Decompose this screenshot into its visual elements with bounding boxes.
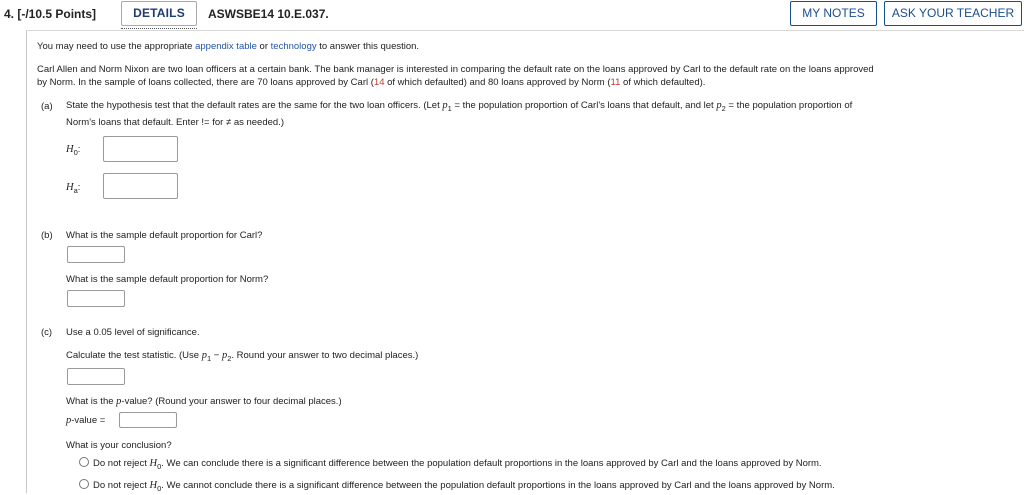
conclusion-option-2-radio[interactable] [79,479,89,489]
points-label: [-/10.5 Points] [17,7,97,21]
problem-line-1: Carl Allen and Norm Nixon are two loan officers at a certain bank. The bank manager is interested in comparing the default rate on the loans approved by Carl to the default rate on the loans approved [37,64,874,75]
question-top-border [26,30,1024,31]
question-number: 4. [-/10.5 Points] [4,7,97,21]
technology-link[interactable]: technology [270,41,317,52]
conclusion-option-1-radio[interactable] [79,457,89,467]
conclusion-option-2-text[interactable]: Do not reject $H_0$. We cannot conclude there is a significant difference between the population default proportions in the loans approved by Carl and the loans approved by Norm. [93,480,835,493]
pvalue-input[interactable] [119,412,177,428]
question-header [0,0,1024,30]
part-a-label: (a) [41,101,53,112]
part-a-prompt-line-1: State the hypothesis test that the default rates are the same for the two loan officers. (Let $p_1$ = the population proportion of Carl's loans that default, and let $p_2$ = the population proportion of [66,100,853,113]
pvalue-question: What is the p-value? (Round your answer to four decimal places.) [66,396,342,407]
carl-proportion-input[interactable] [67,246,125,263]
conclusion-question: What is your conclusion? [66,440,172,451]
norm-defaults-value: 11 [610,77,621,88]
test-statistic-input[interactable] [67,368,125,385]
significance-text: Use a 0.05 level of significance. [66,327,200,338]
part-a-prompt-line-2: Norm's loans that default. Enter != for ≠ as needed.) [66,117,284,128]
ha-input[interactable] [103,173,178,199]
ha-label: $H_a$: [66,182,81,195]
question-left-border [26,30,27,493]
carl-defaults-value: 14 [373,77,385,88]
part-b-label: (b) [41,230,53,241]
h0-label: $H_0$: [66,144,81,157]
intro-text: You may need to use the appropriate appendix table or technology to answer this question. [37,41,420,52]
h0-input[interactable] [103,136,178,162]
part-c-label: (c) [41,327,53,338]
test-statistic-question: Calculate the test statistic. (Use $p_1 - p_2$. Round your answer to two decimal places.) [66,350,419,363]
problem-line-2: by Norm. In the sample of loans collected, there are 70 loans approved by Carl (14 of which defaulted) and 80 loans approved by Norm (11 of which defaulted). [37,77,706,88]
ask-teacher-button[interactable]: ASK YOUR TEACHER [884,1,1022,26]
norm-proportion-question: What is the sample default proportion for Norm? [66,274,269,285]
my-notes-button[interactable]: MY NOTES [790,1,877,26]
pvalue-label: p-value = [66,415,106,426]
conclusion-option-1-text[interactable]: Do not reject $H_0$. We can conclude there is a significant difference between the population default proportions in the loans approved by Carl and the loans approved by Norm. [93,458,822,471]
question-code: ASWSBE14 10.E.037. [208,7,329,21]
appendix-table-link[interactable]: appendix table [195,41,257,52]
norm-proportion-input[interactable] [67,290,125,307]
carl-proportion-question: What is the sample default proportion for Carl? [66,230,263,241]
details-button[interactable]: DETAILS [121,1,197,26]
